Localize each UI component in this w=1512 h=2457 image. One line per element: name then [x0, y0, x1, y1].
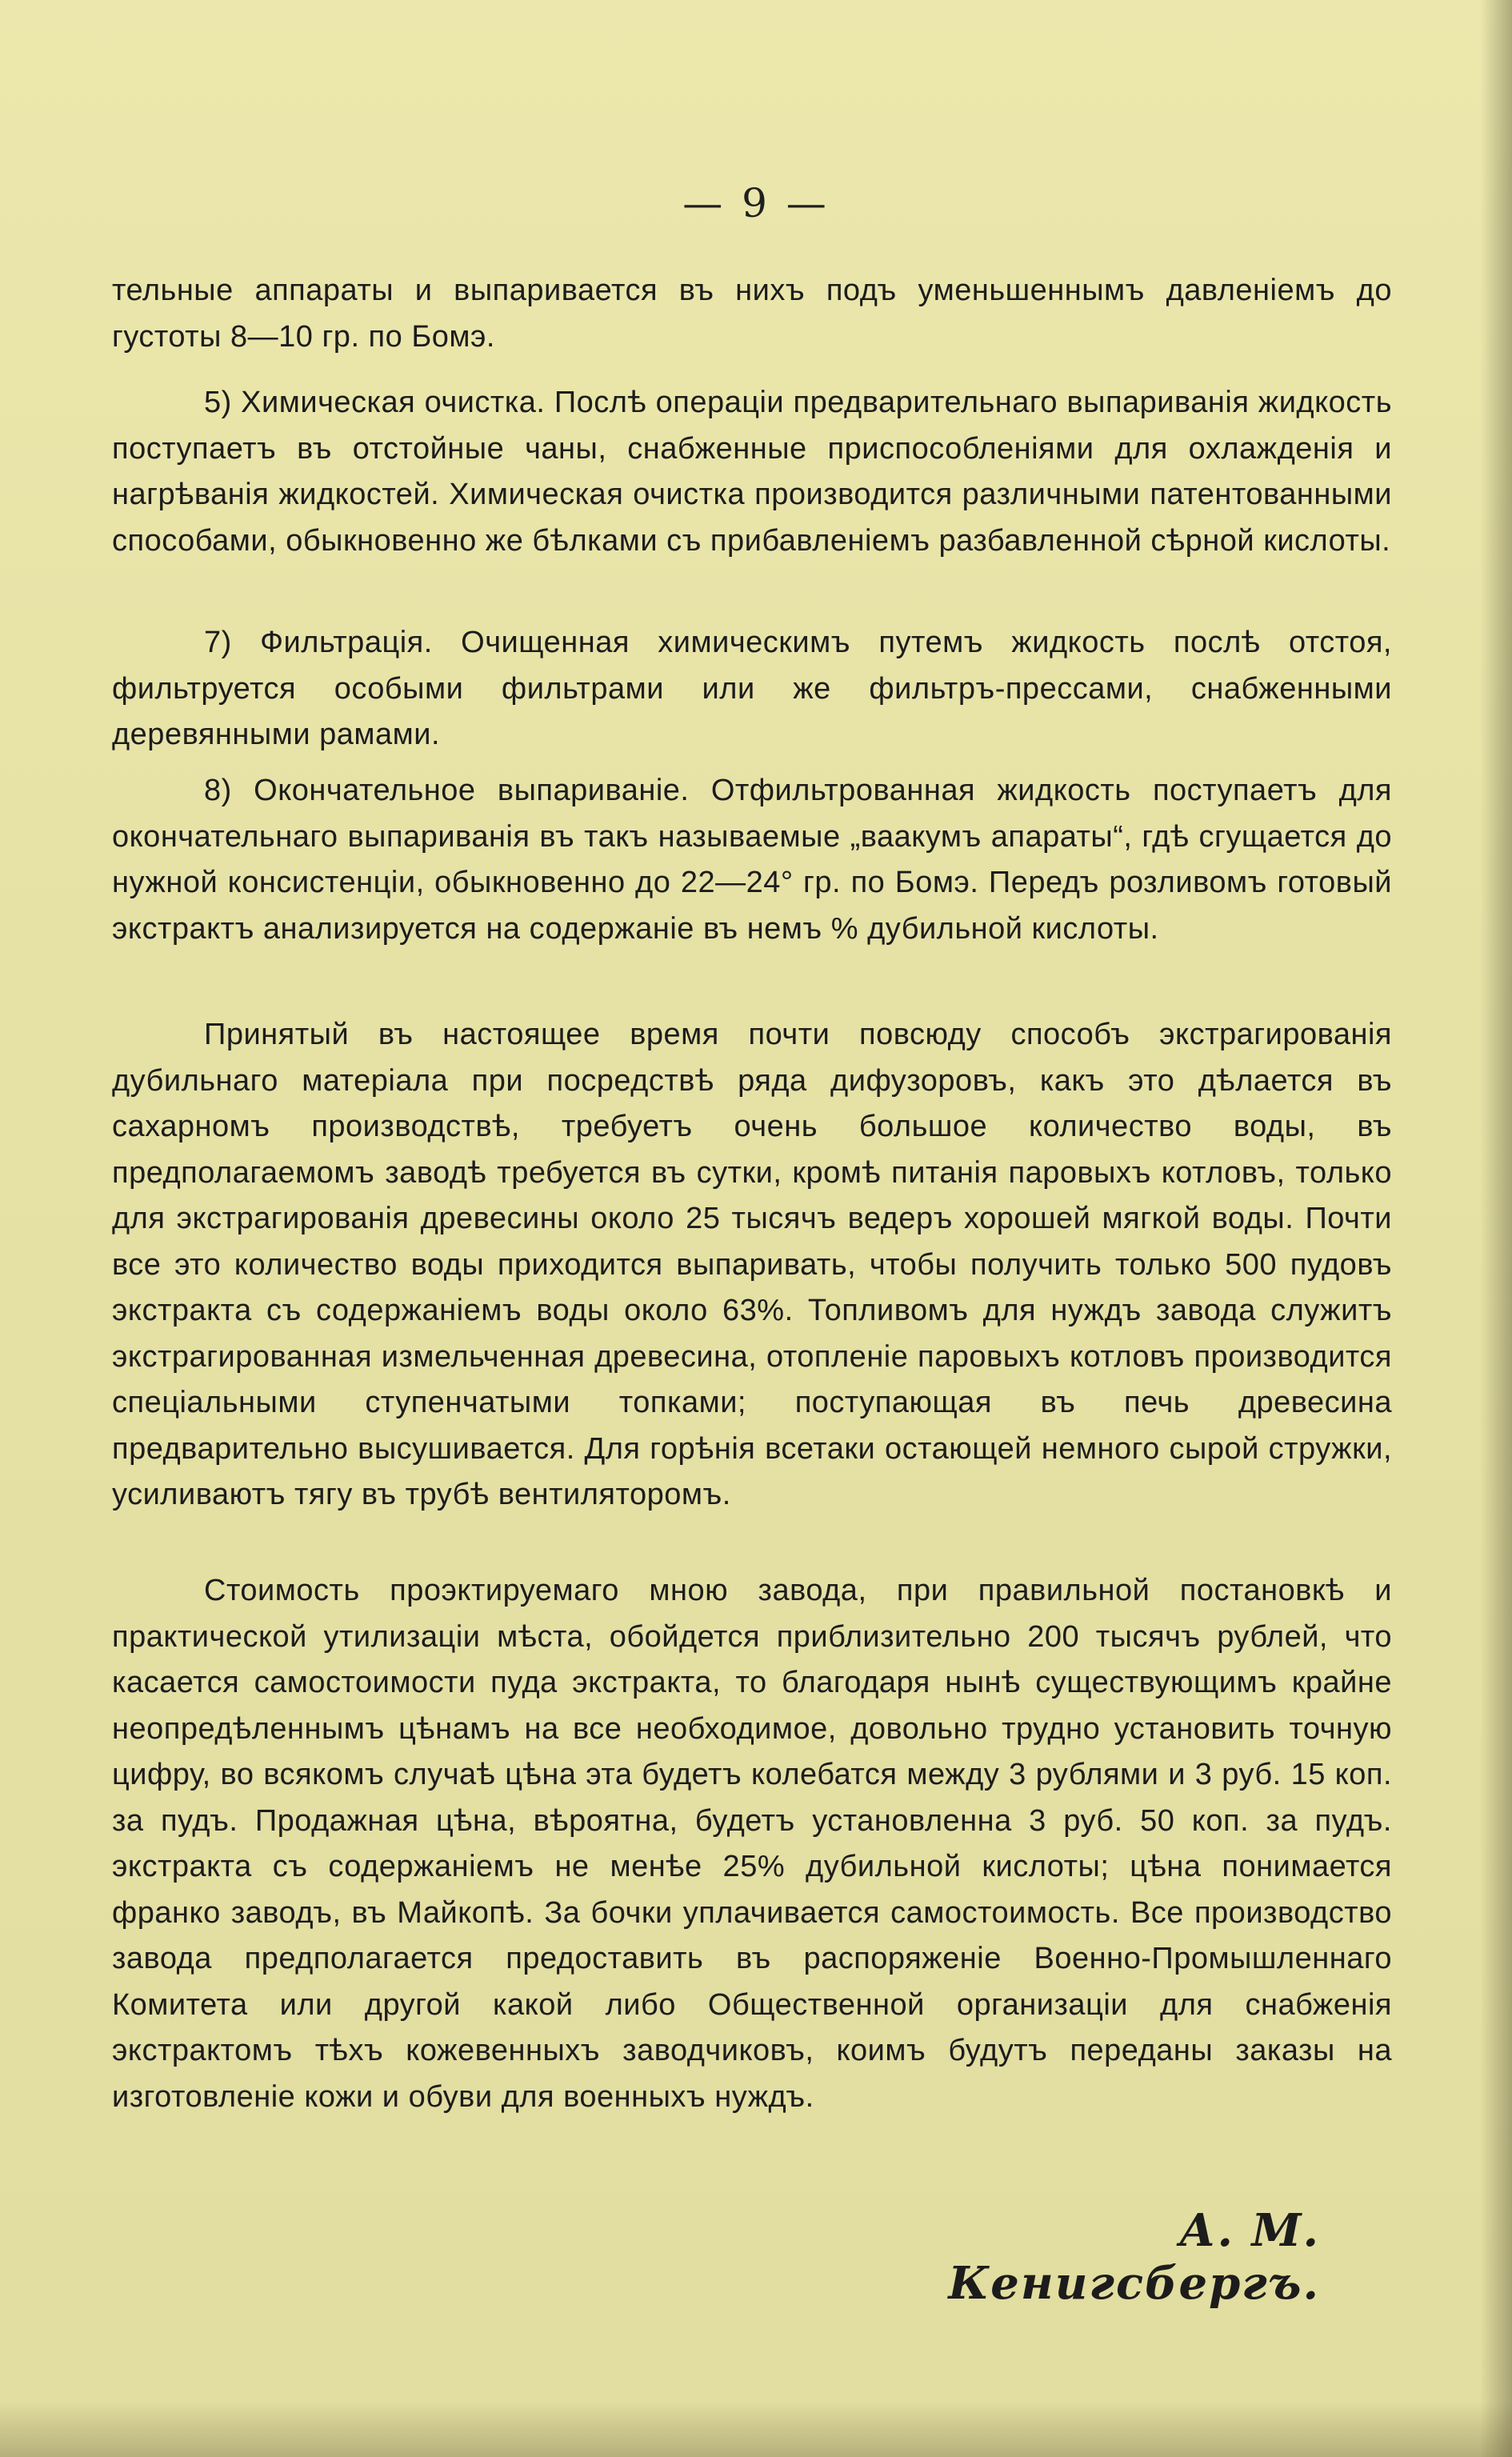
paragraph-chemical-cleaning: 5) Химическая очистка. Послѣ операціи предварительнаго выпариванія жидкость поступаетъ въ отстойные чаны, снабженные приспособленіями для охлажденія и нагрѣванія жидкостей. Химическая очистка производится различными патентованными способами, обыкновенно же бѣлками съ прибавленіемъ разбавленной сѣрной кислоты.: [112, 386, 1392, 558]
author-signature: А. М. Кенигсбергъ.: [948, 2204, 1320, 2310]
paragraph-final-evaporation: 8) Окончательное выпариваніе. Отфильтрованная жидкость поступаетъ для окончательнаго выпариванія въ такъ называемые „ваакумъ апараты“, гдѣ сгущается до нужной консистенціи, обыкновенно до 22—24° гр. по Бомэ. Передъ розливомъ готовый экстрактъ анализируется на содержаніе въ немъ % дубильной кислоты.: [112, 774, 1392, 946]
paragraph-plant-cost: Стоимость проэктируемаго мною завода, при правильной постановкѣ и практической утилизаціи мѣста, обойдется приблизительно 200 тысячъ рублей, что касается самостоимости пуда экстракта, то благодаря нынѣ существующимъ крайне неопредѣленнымъ цѣнамъ на все необходимое, довольно трудно установить точную цифру, во всякомъ случаѣ цѣна эта будетъ колебатся между 3 рублями и 3 руб. 15 коп. за пудъ. Продажная цѣна, вѣроятна, будетъ установленна 3 руб. 50 коп. за пудъ. экстракта съ содержаніемъ не менѣе 25% дубильной кислоты; цѣна понимается франко заводъ, въ Майкопѣ. За бочки уплачивается самостоимость. Все производство завода предполагается предоставить въ распоряженіе Военно-Промышленнаго Комитета или другой какой либо Общественной организаціи для снабженія экстрактомъ тѣхъ кожевенныхъ заводчиковъ, коимъ будутъ переданы заказы на изготовленіе кожи и обуви для военныхъ нуждъ.: [112, 1574, 1392, 2114]
page-edge-shadow: [1480, 0, 1512, 2457]
paragraph-filtration: 7) Фильтрація. Очищенная химическимъ путемъ жидкость послѣ отстоя, фильтруется особыми фильтрами или же фильтръ-прессами, снабженными деревянными рамами.: [112, 626, 1392, 751]
paragraph-continuation: тельные аппараты и выпаривается въ нихъ подъ уменьшеннымъ давленіемъ до густоты 8—10 гр. по Бомэ.: [112, 274, 1392, 354]
paragraph-extraction-method: Принятый въ настоящее время почти повсюду способъ экстрагированія дубильнаго матеріала при посредствѣ ряда дифузоровъ, какъ это дѣлается въ сахарномъ производствѣ, требуетъ очень большое количество воды, въ предполагаемомъ заводѣ требуется въ сутки, кромѣ питанія паровыхъ котловъ, только для экстрагированія древесины около 25 тысячъ ведеръ хорошей мягкой воды. Почти все это количество воды приходится выпаривать, чтобы получить только 500 пудовъ экстракта съ содержаніемъ воды около 63%. Топливомъ для нуждъ завода служитъ экстрагированная измельченная древесина, отопленіе паровыхъ котловъ производится спеціальными ступенчатыми топками; поступающая въ печь древесина предварительно высушивается. Для горѣнія всетаки остающей немного сырой стружки, усиливаютъ тягу въ трубѣ вентиляторомъ.: [112, 1018, 1392, 1511]
page-bottom-shadow: [0, 2401, 1512, 2457]
page-number: — 9 —: [682, 180, 830, 226]
